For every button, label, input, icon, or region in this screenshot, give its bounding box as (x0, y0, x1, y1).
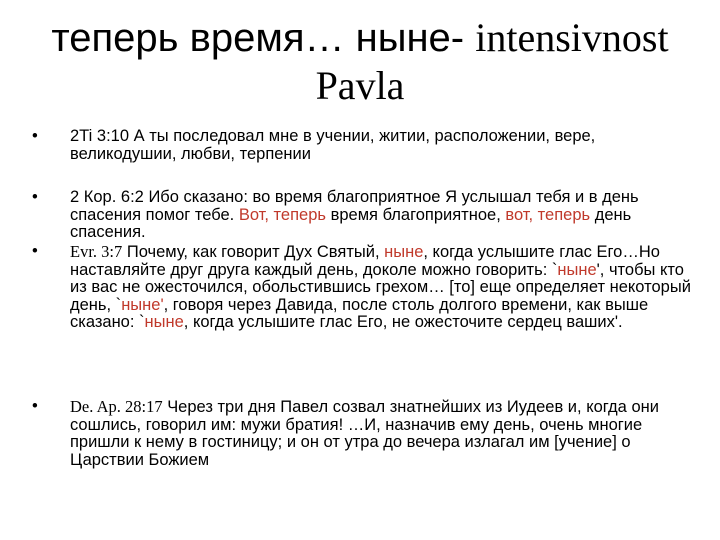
highlight-word: ныне (144, 313, 184, 331)
bullet-marker: • (32, 242, 38, 260)
verse-text: , когда услышите глас Его…Но наставляйте друг друга каждый день, доколе можно говорить: ` (70, 243, 660, 279)
bullet-marker: • (32, 188, 38, 206)
verse-text: Ибо сказано: во время благоприятное Я услышал тебя и в день спасения помог тебе. (70, 188, 639, 224)
verse-ref: De. Ap. 28:17 (70, 397, 163, 416)
bullet-text (70, 398, 700, 469)
bullet-marker: • (32, 397, 38, 415)
verse-text: день спасения. (70, 205, 632, 241)
title-cyrillic: теперь время… ныне- (51, 16, 476, 60)
bullet-text (70, 128, 700, 163)
verse-text: , говоря через Давида, после столь долгого времени, как выше сказано: ` (70, 295, 649, 331)
verse-text: Через три дня Павел созвал знатнейших из Иудеев и, когда они сошлись, говорил им: мужи братия! …И, назначив ему день, очень многие пришли к нему в гостиницу; и он от утра до вечера излагал им [учение] о Царствии Божием (70, 398, 659, 469)
highlight-word: ныне (384, 243, 424, 261)
verse-ref: 2 Кор. 6:2 (70, 188, 144, 206)
verse-text: ', чтобы кто из вас не ожесточился, обольстившись грехом… [то] еще определяет некоторый день, ` (70, 260, 691, 314)
verse-text: Почему, как говорит Дух Святый, (126, 243, 385, 261)
highlight-word: Вот, теперь (238, 205, 326, 224)
verse-ref: Evr. 3:7 (70, 242, 123, 261)
verse-ref: 2Ti 3:10 (70, 127, 130, 145)
verse-text: А ты последовал мне в учении, житии, расположении, вере, великодушии, любви, терпении (70, 127, 596, 163)
highlight-word: ныне' (121, 295, 164, 314)
highlight-word: ныне (557, 260, 597, 279)
highlight-word: вот, теперь (505, 205, 591, 224)
verse-text: время благоприятное, (326, 205, 506, 224)
bullet-marker: • (32, 127, 38, 145)
bullet-text (70, 243, 700, 332)
title-latin: intensivnost Pavla (315, 15, 669, 108)
bullet-text (70, 189, 700, 242)
slide-title (30, 14, 690, 110)
verse-text: , когда услышите глас Его, не ожесточите сердец ваших'. (183, 313, 623, 331)
